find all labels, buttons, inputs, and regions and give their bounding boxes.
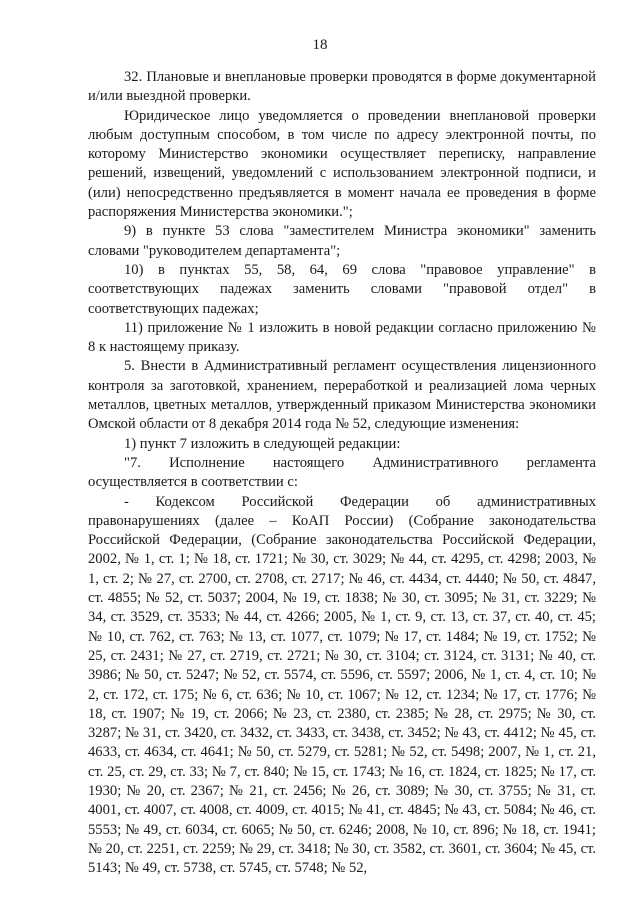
paragraph-clause-7: "7. Исполнение настоящего Административного регламента осуществляется в соответствии с: [88, 454, 596, 491]
paragraph-item-1: 1) пункт 7 изложить в следующей редакции: [124, 435, 401, 452]
paragraph-notification: Юридическое лицо уведомляется о проведении внеплановой проверки любым доступным способом, в том числе по адресу электронной почты, по которому Министерство экономики осуществляет переписку, направление решений, извещений, уведомлений с использованием электронной подписи, и (или) непосредственно предъявляется в момент начала ее проведения в форме распоряжения Министерства экономики."; [88, 107, 596, 221]
paragraph-item-11: 11) приложение № 1 изложить в новой редакции согласно приложению № 8 к настоящему приказу. [88, 319, 596, 356]
document-body [88, 68, 596, 878]
paragraph-item-9: 9) в пункте 53 слова "заместителем Министра экономики" заменить словами "руководителем департамента"; [88, 223, 596, 259]
page-number: 18 [312, 37, 328, 53]
paragraph-item-10: 10) в пунктах 55, 58, 64, 69 слова "правовое управление" в соответствующих падежах заменить словами "правовой отдел" в соответствующих падежах; [88, 261, 596, 317]
paragraph-section-5: 5. Внести в Административный регламент осуществления лицензионного контроля за заготовкой, хранением, переработкой и реализацией лома черных металлов, цветных металлов, утвержденный приказом Министерства экономики Омской области от 8 декабря 2014 года № 52, следующие изменения: [88, 358, 596, 433]
paragraph-clause-32: 32. Плановые и внеплановые проверки проводятся в форме документарной и/или выездной проверки. [88, 69, 596, 105]
paragraph-koap-references: - Кодексом Российской Федерации об административных правонарушениях (далее – КоАП России) (Собрание законодательства Российской Федерации, (Собрание законодательства Российской Федерации, 2002, № 1, ст. 1; № 18, ст. 1721; № 30, ст. 3029; № 44, ст. 4295, ст. 4298; 2003, № 1, ст. 2; № 27, ст. 2700, ст. 2708, ст. 2717; № 46, ст. 4434, ст. 4440; № 50, ст. 4847, ст. 4855; № 52, ст. 5037; 2004, № 19, ст. 1838; № 30, ст. 3095; № 31, ст. 3229; № 34, ст. 3529, ст. 3533; № 44, ст. 4266; 2005, № 1, ст. 9, ст. 13, ст. 37, ст. 40, ст. 45; № 10, ст. 762, ст. 763; № 13, ст. 1077, ст. 1079; № 17, ст. 1484; № 19, ст. 1752; № 25, ст. 2431; № 27, ст. 2719, ст. 2721; № 30, ст. 3104; ст. 3124, ст. 3131; № 40, ст. 3986; № 50, ст. 5247; № 52, ст. 5574, ст. 5596, ст. 5597; 2006, № 1, ст. 4, ст. 10; № 2, ст. 172, ст. 175; № 6, ст. 636; № 10, ст. 1067; № 12, ст. 1234; № 17, ст. 1776; № 18, ст. 1907; № 19, ст. 2066; № 23, ст. 2380, ст. 2385; № 28, ст. 2975; № 30, ст. 3287; № 31, ст. 3420, ст. 3432, ст. 3433, ст. 3438, ст. 3452; № 43, ст. 4412; № 45, ст. 4633, ст. 4634, ст. 4641; № 50, ст. 5279, ст. 5281; № 52, ст. 5498; 2007, № 1, ст. 21, ст. 25, ст. 29, ст. 33; № 7, ст. 840; № 15, ст. 1743; № 16, ст. 1824, ст. 1825; № 17, ст. 1930; № 20, ст. 2367; № 21, ст. 2456; № 26, ст. 3089; № 30, ст. 3755; № 31, ст. 4001, ст. 4007, ст. 4008, ст. 4009, ст. 4015; № 41, ст. 4845; № 43, ст. 5084; № 46, ст. 5553; № 49, ст. 6034, ст. 6065; № 50, ст. 6246; 2008, № 10, ст. 896; № 18, ст. 1941; № 20, ст. 2251, ст. 2259; № 29, ст. 3418; № 30, ст. 3582, ст. 3601, ст. 3604; № 45, ст. 5143; № 49, ст. 5738, ст. 5745, ст. 5748; № 52, [88, 493, 596, 877]
